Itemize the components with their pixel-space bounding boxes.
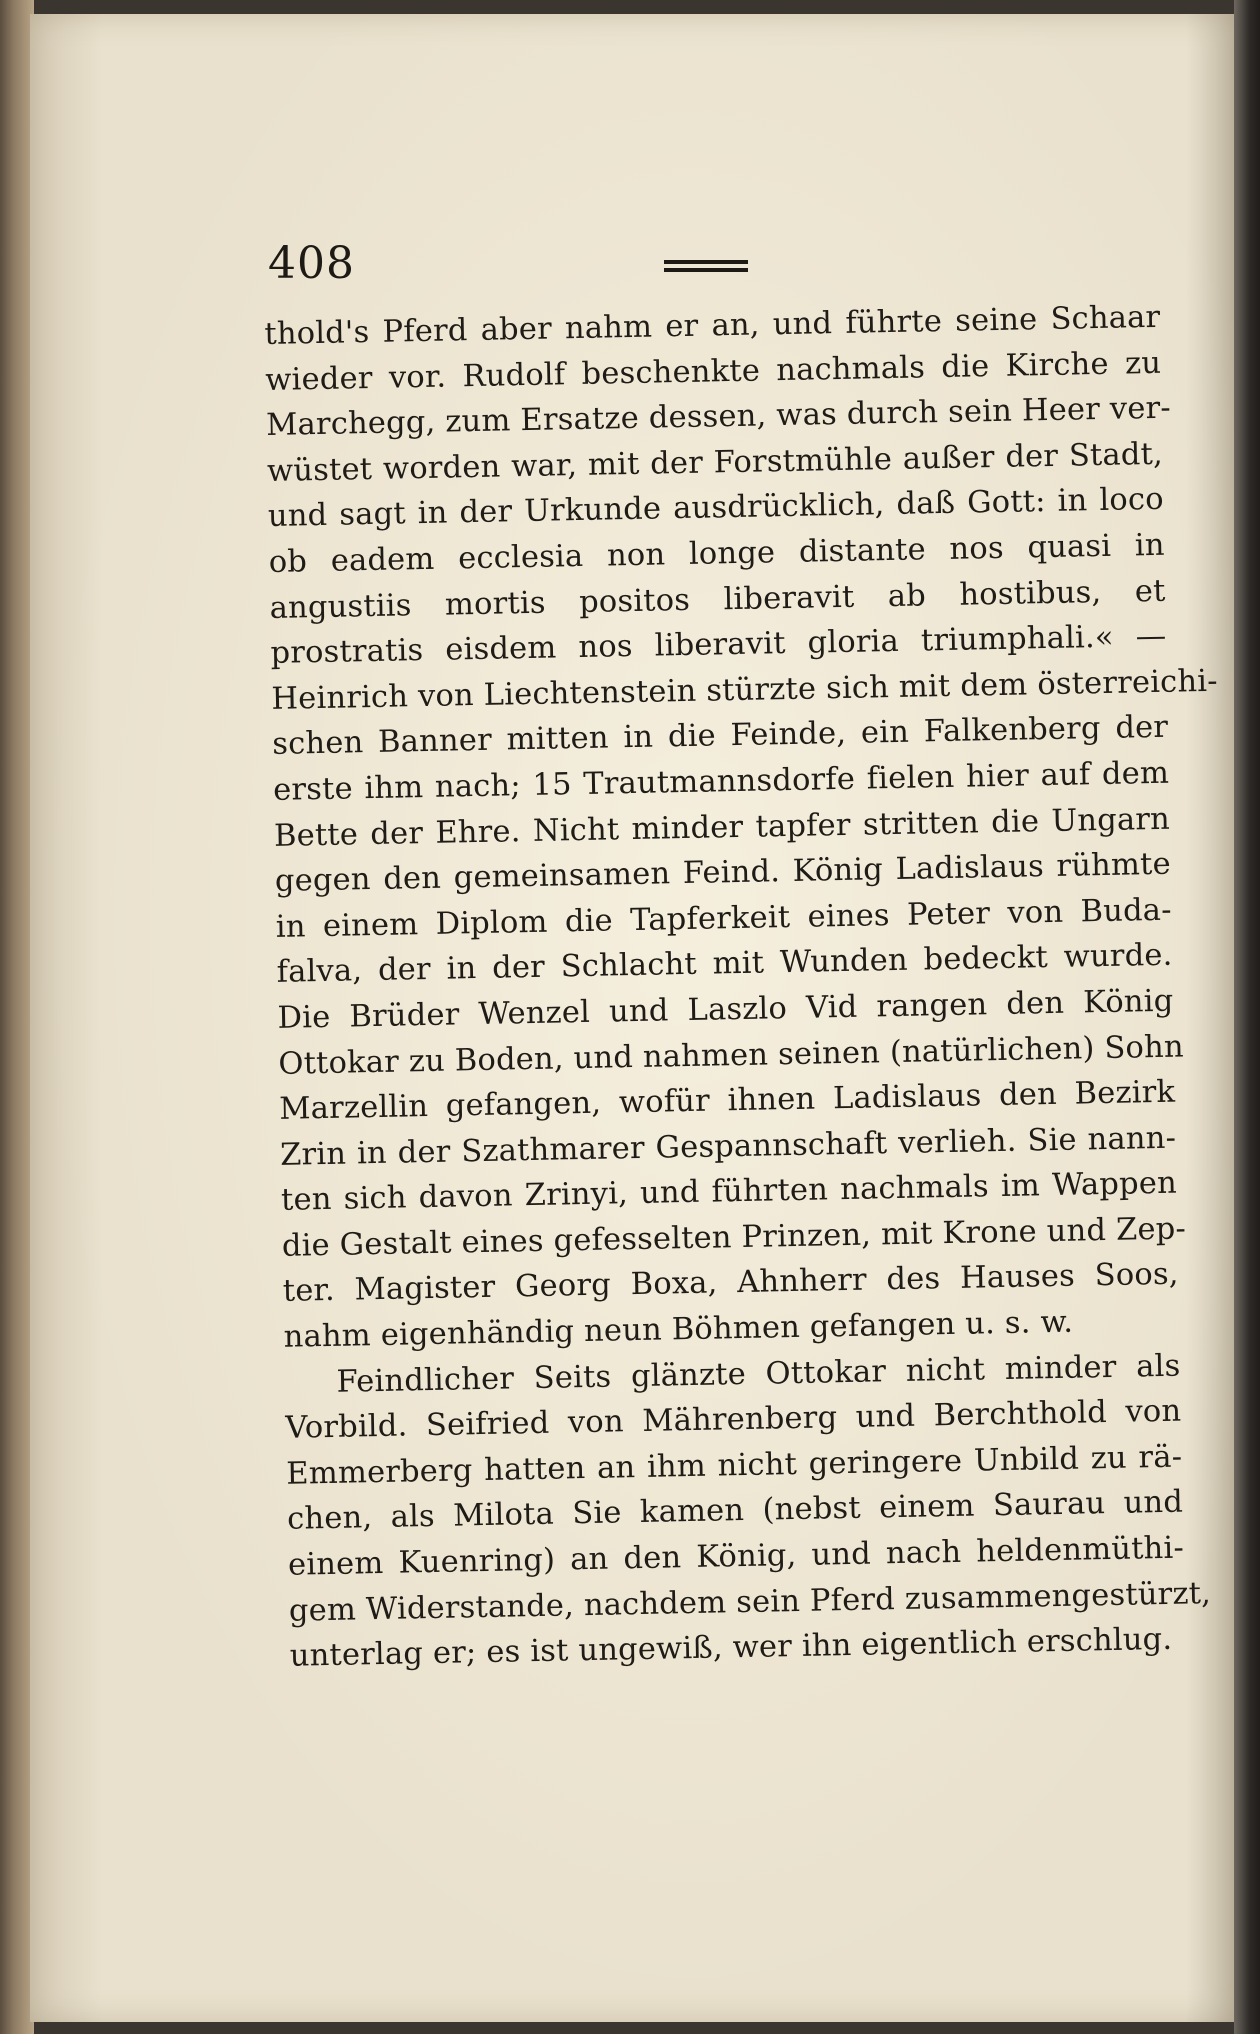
text-line: Marchegg, zum Ersatze dessen, was durch sein Heer ver- — [265, 390, 1172, 444]
header-rule — [664, 260, 748, 272]
text-line: Ottokar zu Boden, und nahmen seinen (natürlichen) Sohn — [278, 1028, 1185, 1082]
text-line: Zrin in der Szathmarer Gespannschaft verlieh. Sie nann- — [279, 1120, 1177, 1173]
text-line: Die Brüder Wenzel und Laszlo Vid rangen den König — [277, 983, 1174, 1036]
text-line: ter. Magister Georg Boxa, Ahnherr des Hauses Soos, — [282, 1257, 1179, 1310]
text-line: chen, als Milota Sie kamen (nebst einem Saurau und — [286, 1485, 1184, 1538]
body-text — [264, 295, 1219, 1680]
text-line: schen Banner mitten in die Feinde, ein Falkenberg der — [271, 710, 1169, 763]
page-number: 408 — [268, 238, 355, 289]
text-line: ob eadem ecclesia non longe distante nos quasi in — [268, 527, 1165, 580]
text-line: thold's Pferd aber nahm er an, und führte seine Schaar — [264, 299, 1161, 352]
text-line: nahm eigenhändig neun Böhmen gefangen u. s. w. — [283, 1304, 1074, 1355]
text-line: gegen den gemeinsamen Feind. König Ladislaus rühmte — [274, 846, 1172, 900]
text-line: einem Kuenring) an den König, und nach heldenmüthi- — [287, 1530, 1185, 1583]
text-line: Heinrich von Liechtenstein stürzte sich mit dem österreichi- — [271, 663, 1219, 717]
text-line: angustiis mortis positos liberavit ab hostibus, et — [269, 573, 1166, 626]
text-line: ten sich davon Zrinyi, und führten nachmals im Wappen — [280, 1165, 1178, 1219]
text-line: unterlag er; es ist ungewiß, wer ihn eigentlich erschlug. — [289, 1622, 1173, 1674]
book-cover-edge — [1234, 0, 1260, 2034]
page-header — [232, 238, 1092, 298]
text-line: und sagt in der Urkunde ausdrücklich, daß Gott: in loco — [267, 482, 1165, 535]
text-line: wieder vor. Rudolf beschenkte nachmals die Kirche zu — [264, 345, 1162, 398]
text-line: Vorbild. Seifried von Mährenberg und Berchthold von — [285, 1393, 1182, 1447]
text-line: falva, der in der Schlacht mit Wunden bedeckt wurde. — [276, 937, 1173, 991]
text-line: Emmerberg hatten an ihm nicht geringere Unbild zu rä- — [285, 1439, 1183, 1492]
book-spine-edge — [0, 0, 34, 2034]
text-line: Feindlicher Seits glänzte Ottokar nicht minder als — [336, 1348, 1181, 1400]
text-line: Marzellin gefangen, wofür ihnen Ladislaus den Bezirk — [278, 1074, 1176, 1127]
text-line: Bette der Ehre. Nicht minder tapfer stritten die Ungarn — [273, 801, 1171, 854]
text-line: die Gestalt eines gefesselten Prinzen, mit Krone und Zep- — [281, 1211, 1187, 1264]
text-line: wüstet worden war, mit der Forstmühle außer der Stadt, — [266, 436, 1164, 489]
text-line: in einem Diplom die Tapferkeit eines Peter von Buda- — [275, 892, 1172, 945]
text-line: gem Widerstande, nachdem sein Pferd zusammengestürzt, — [288, 1575, 1212, 1629]
text-line: erste ihm nach; 15 Trautmannsdorfe fielen hier auf dem — [272, 755, 1170, 808]
text-line: prostratis eisdem nos liberavit gloria triumphali.« — — [270, 618, 1167, 672]
